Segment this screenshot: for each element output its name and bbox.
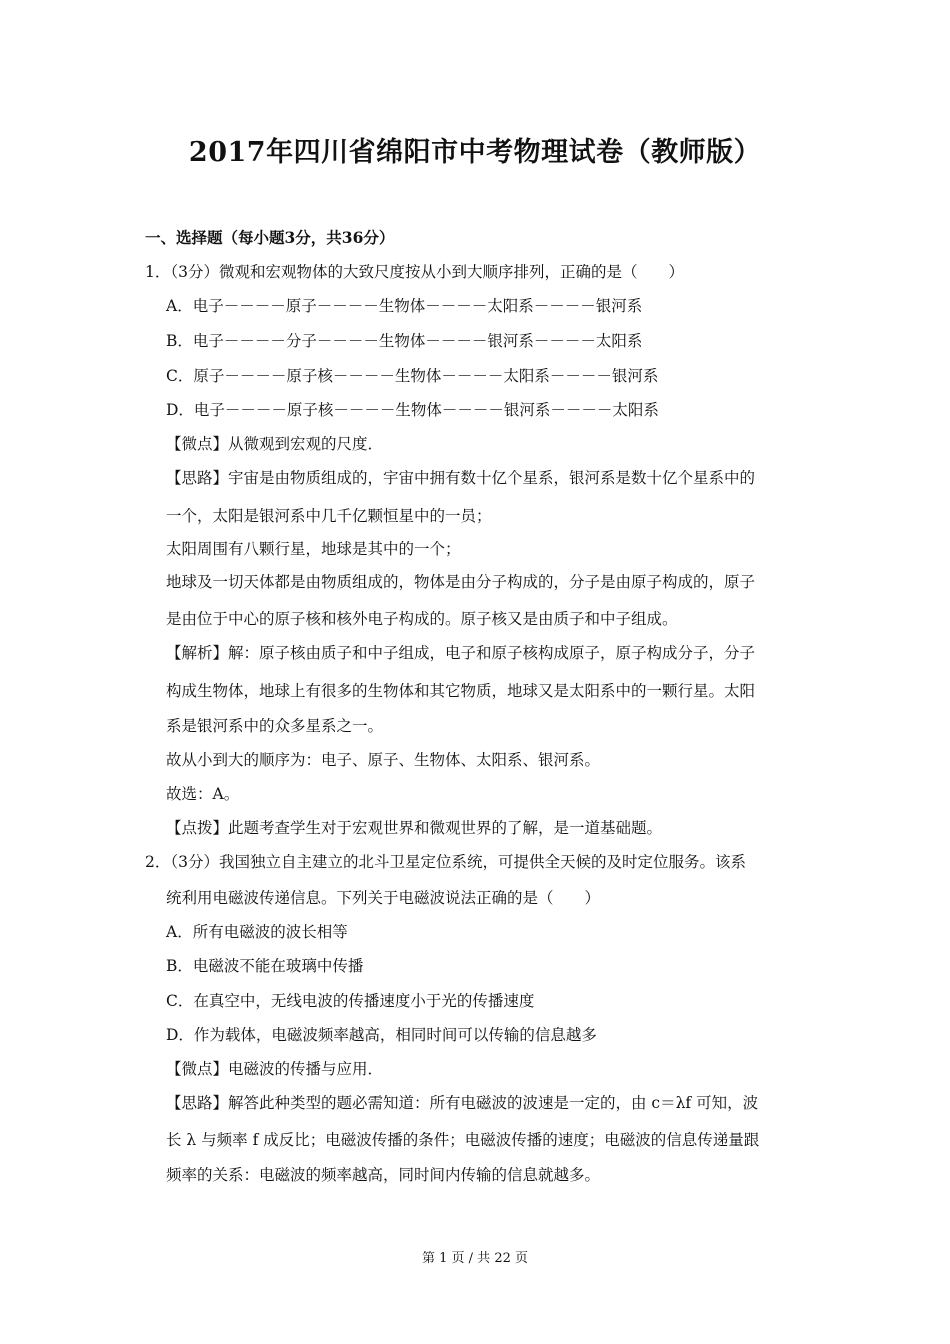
question-1-thinking-line: 【思路】宇宙是由物质组成的，宇宙中拥有数十亿个星系，银河系是数十亿个星系中的	[166, 469, 756, 487]
question-1-point: 【微点】从微观到宏观的尺度．	[166, 435, 384, 453]
question-2-thinking-line: 频率的关系：电磁波的频率越高，同时间内传输的信息就越多。	[166, 1166, 601, 1184]
question-2-thinking-line: 【思路】解答此种类型的题必需知道：所有电磁波的波速是一定的，由 c＝λf 可知，波	[166, 1094, 759, 1112]
section-heading: 一、选择题（每小题3分，共36分）	[145, 228, 395, 247]
question-1-thinking-line: 一个，太阳是银河系中几千亿颗恒星中的一员；	[166, 507, 492, 525]
question-2-thinking-line: 长 λ 与频率 f 成反比；电磁波传播的条件；电磁波传播的速度；电磁波的信息传递量跟	[166, 1131, 760, 1149]
question-2-option-d: D．作为载体，电磁波频率越高，相同时间可以传输的信息越多	[166, 1026, 597, 1044]
question-2-option-b: B．电磁波不能在玻璃中传播	[166, 957, 364, 975]
question-1-analysis-line: 系是银河系中的众多星系之一。	[166, 717, 384, 735]
question-1-analysis-line: 【解析】解：原子核由质子和中子组成，电子和原子核构成原子，原子构成分子，分子	[166, 644, 756, 662]
question-1-option-b: B．电子－－－－分子－－－－生物体－－－－银河系－－－－太阳系	[166, 332, 643, 350]
question-1-option-c: C．原子－－－－原子核－－－－生物体－－－－太阳系－－－－银河系	[166, 367, 659, 385]
question-1-analysis-line: 构成生物体，地球上有很多的生物体和其它物质，地球又是太阳系中的一颗行星。太阳	[166, 682, 756, 700]
question-1-analysis-line: 故选：A。	[166, 785, 240, 803]
question-1-option-a: A．电子－－－－原子－－－－生物体－－－－太阳系－－－－银河系	[166, 297, 643, 315]
question-1-tip: 【点拨】此题考查学生对于宏观世界和微观世界的了解，是一道基础题。	[166, 819, 663, 837]
question-1-analysis-line: 故从小到大的顺序为：电子、原子、生物体、太阳系、银河系。	[166, 751, 601, 769]
question-2-option-c: C．在真空中，无线电波的传播速度小于光的传播速度	[166, 992, 535, 1010]
question-2-point: 【微点】电磁波的传播与应用．	[166, 1060, 384, 1078]
question-1-thinking-line: 太阳周围有八颗行星，地球是其中的一个；	[166, 540, 461, 558]
page-footer: 第 1 页 / 共 22 页	[422, 1251, 528, 1266]
question-2-stem-continued: 统利用电磁波传递信息。下列关于电磁波说法正确的是（ ）	[166, 889, 601, 907]
question-2-stem: 2．（3分）我国独立自主建立的北斗卫星定位系统，可提供全天候的及时定位服务。该系	[145, 853, 746, 871]
page-title: 2017年四川省绵阳市中考物理试卷（教师版）	[188, 137, 762, 168]
question-1-thinking-line: 地球及一切天体都是由物质组成的，物体是由分子构成的，分子是由原子构成的，原子	[166, 573, 756, 591]
question-1-stem: 1．（3分）微观和宏观物体的大致尺度按从小到大顺序排列，正确的是（ ）	[145, 263, 684, 281]
question-1-option-d: D．电子－－－－原子核－－－－生物体－－－－银河系－－－－太阳系	[166, 401, 659, 419]
question-2-option-a: A．所有电磁波的波长相等	[166, 923, 348, 941]
question-1-thinking-line: 是由位于中心的原子核和核外电子构成的。原子核又是由质子和中子组成。	[166, 610, 678, 628]
